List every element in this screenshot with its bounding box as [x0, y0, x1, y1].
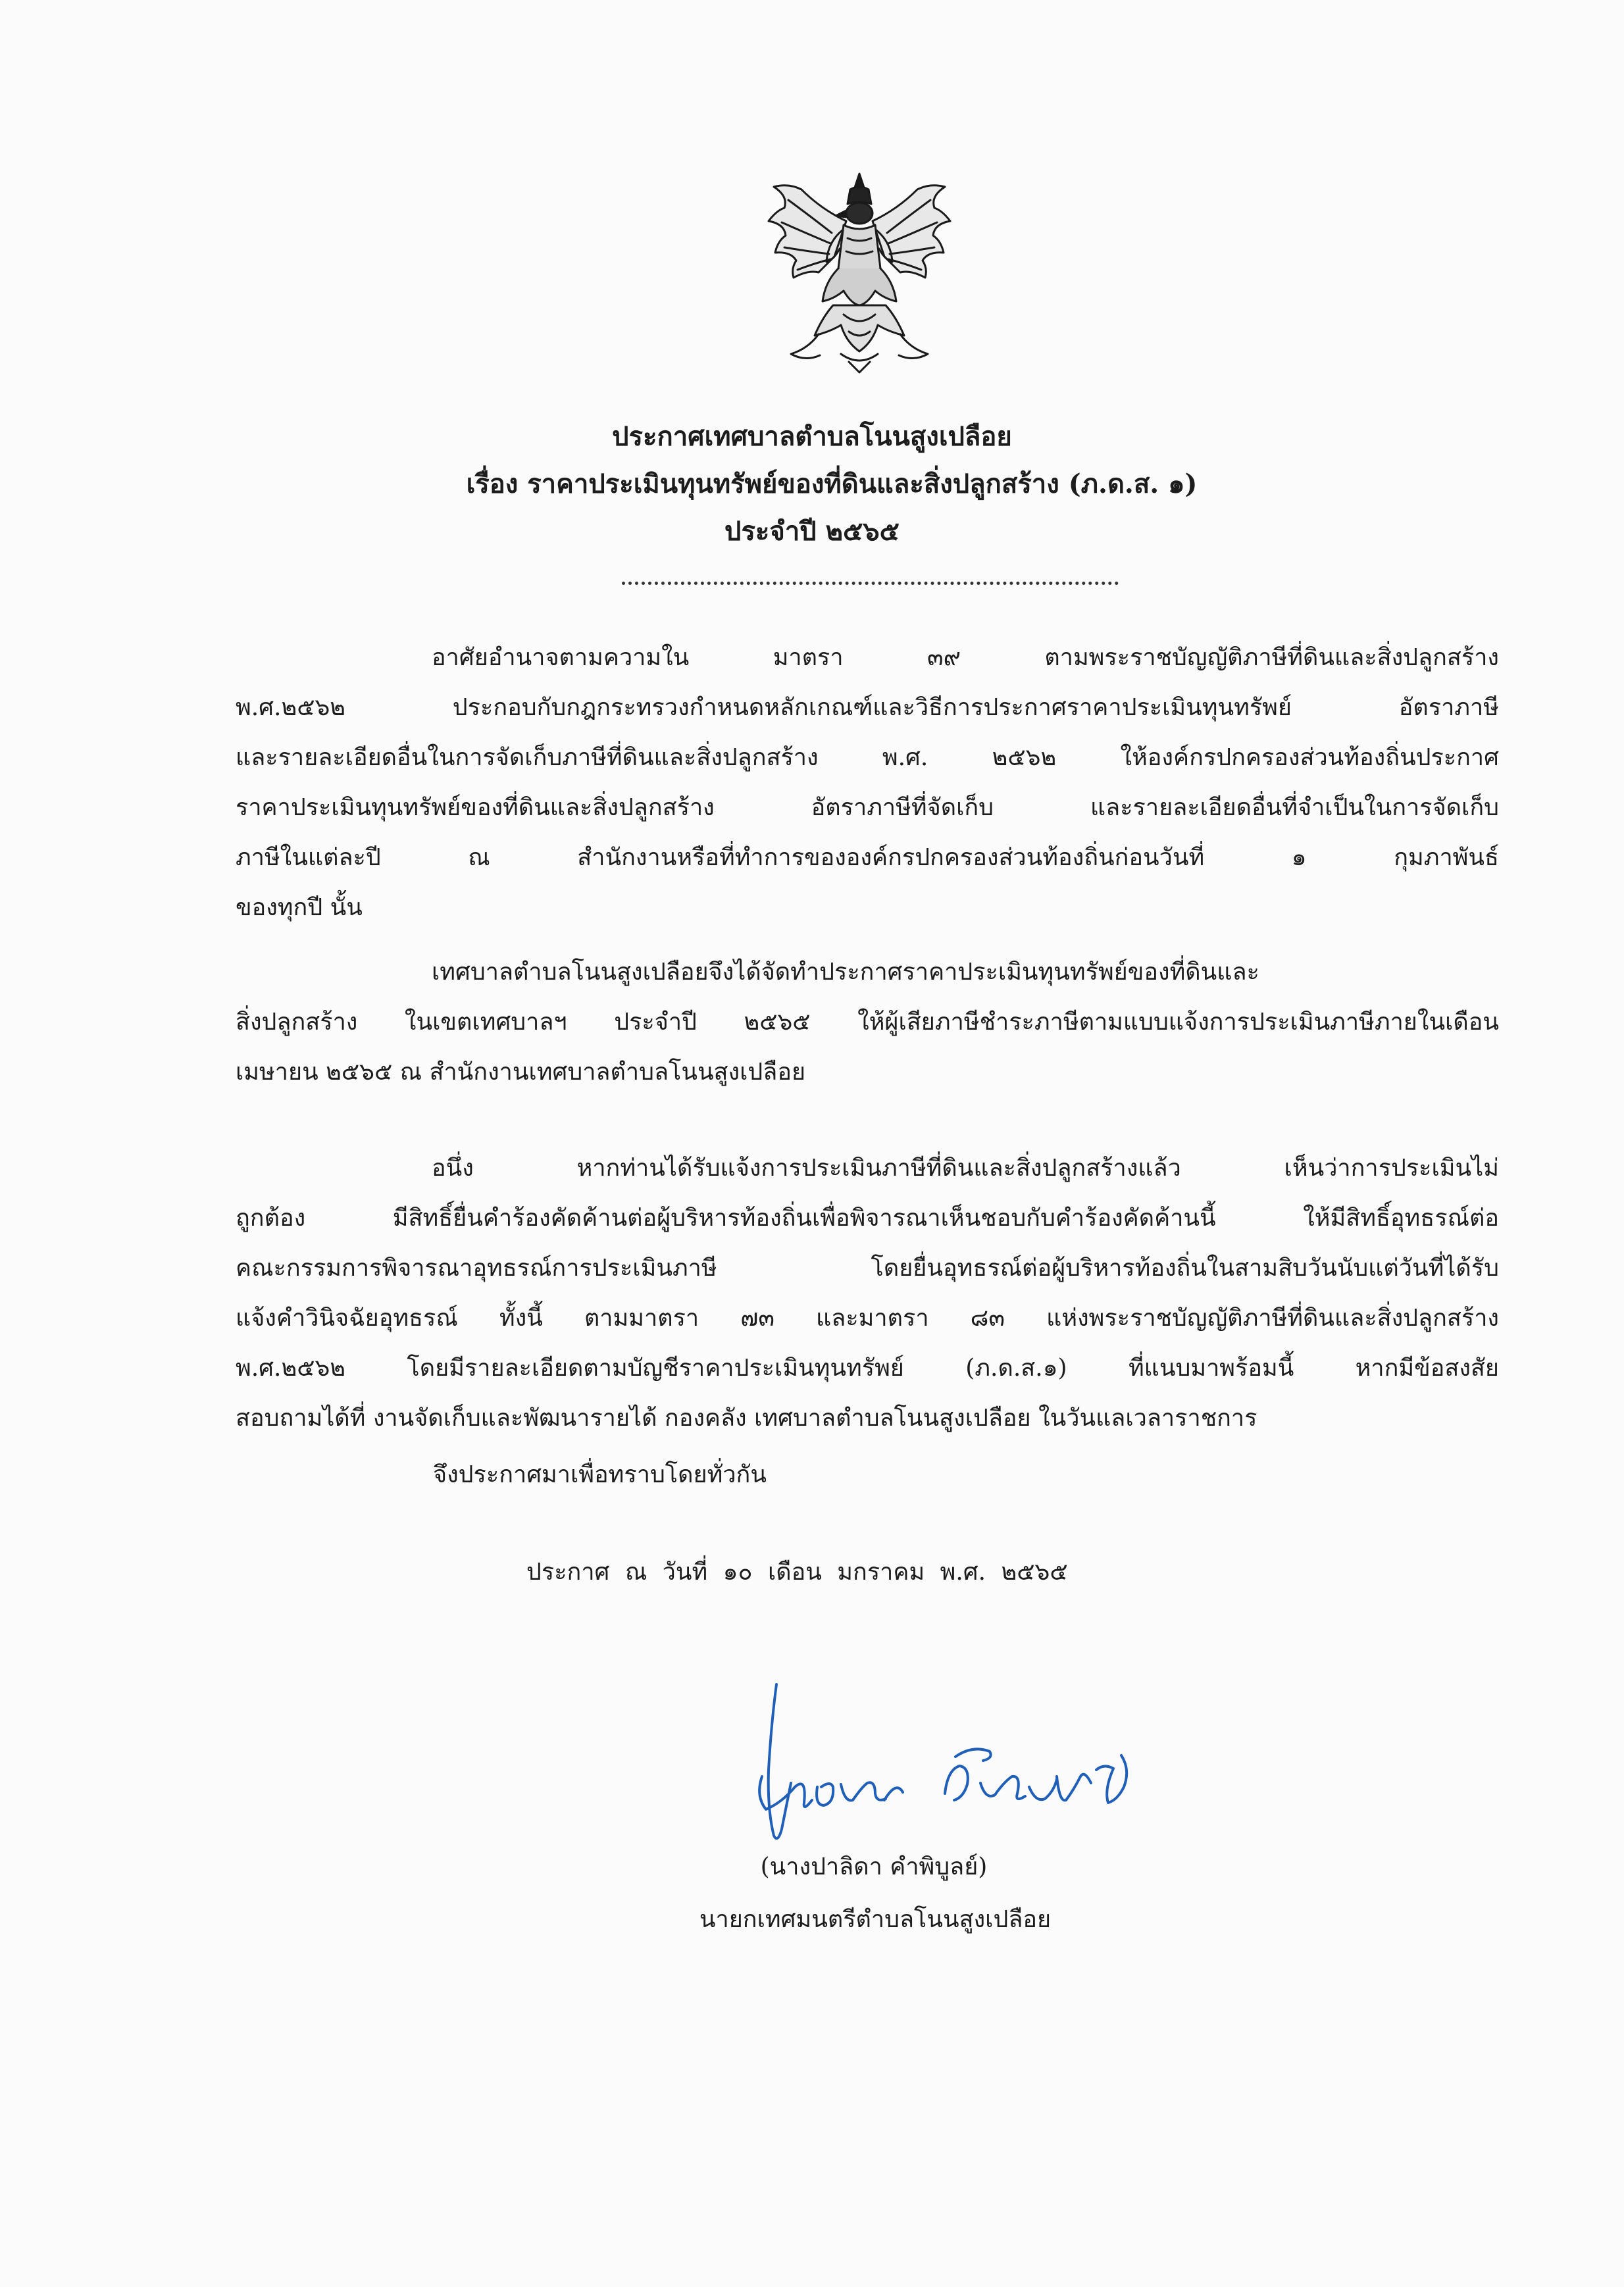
garuda-emblem-icon — [762, 170, 957, 375]
paragraph-line: เมษายน ๒๕๖๕ ณ สำนักงานเทศบาลตำบลโนนสูงเปลือย — [236, 1059, 806, 1086]
signer-name: (นางปาลิดา คำพิบูลย์) — [760, 1853, 988, 1880]
paragraph-line: พ.ศ.๒๕๖๒ ประกอบกับกฎกระทรวงกำหนดหลักเกณฑ์และวิธีการประกาศราคาประเมินทุนทรัพย์ อัตราภาษี — [236, 694, 1499, 721]
paragraph-line: พ.ศ.๒๕๖๒ โดยมีรายละเอียดตามบัญชีราคาประเมินทุนทรัพย์ (ภ.ด.ส.๑) ที่แนบมาพร้อมนี้ หากมีข้อสงสัย — [236, 1355, 1499, 1382]
heading-subject: เรื่อง ราคาประเมินทุนทรัพย์ของที่ดินและสิ่งปลูกสร้าง (ภ.ด.ส. ๑) — [466, 468, 1198, 499]
paragraph-line: สอบถามได้ที่ งานจัดเก็บและพัฒนารายได้ กองคลัง เทศบาลตำบลโนนสูงเปลือย ในวันแลเวลาราชการ — [236, 1405, 1257, 1432]
body-paragraph-2 — [236, 947, 1499, 1097]
closing-statement: จึงประกาศมาเพื่อทราบโดยทั่วกัน — [433, 1461, 767, 1488]
heading-year: ประจำปี ๒๕๖๕ — [724, 516, 900, 547]
paragraph-line: ภาษีในแต่ละปี ณ สำนักงานหรือที่ทำการขององค์กรปกครองส่วนท้องถิ่นก่อนวันที่ ๑ กุมภาพันธ์ — [236, 844, 1499, 871]
dotted-divider — [622, 582, 1119, 585]
paragraph-line: สิ่งปลูกสร้าง ในเขตเทศบาลฯ ประจำปี ๒๕๖๕ ให้ผู้เสียภาษีชำระภาษีตามแบบแจ้งการประเมินภาษีภายในเดือน — [236, 1009, 1499, 1036]
signer-title: นายกเทศมนตรีตำบลโนนสูงเปลือย — [699, 1906, 1052, 1933]
paragraph-line: ถูกต้อง มีสิทธิ์ยื่นคำร้องคัดค้านต่อผู้บริหารท้องถิ่นเพื่อพิจารณาเห็นชอบกับคำร้องคัดค้านนี้ ให้มีสิทธิ์อุทธรณ์ต่อ — [236, 1205, 1499, 1232]
announcement-date: ประกาศ ณ วันที่ ๑๐ เดือน มกราคม พ.ศ. ๒๕๖๕ — [526, 1559, 1068, 1586]
paragraph-line: คณะกรรมการพิจารณาอุทธรณ์การประเมินภาษี โดยยื่นอุทธรณ์ต่อผู้บริหารท้องถิ่นในสามสิบวันนับแต่วันที่ได้รับ — [236, 1255, 1499, 1282]
body-paragraph-1 — [236, 633, 1499, 933]
paragraph-line: แจ้งคำวินิจฉัยอุทธรณ์ ทั้งนี้ ตามมาตรา ๗๓ และมาตรา ๘๓ แห่งพระราชบัญญัติภาษีที่ดินและสิ่งปลูกสร้าง — [236, 1305, 1499, 1332]
paragraph-line: อนึ่ง หากท่านได้รับแจ้งการประเมินภาษีที่ดินและสิ่งปลูกสร้างแล้ว เห็นว่าการประเมินไม่ — [432, 1155, 1499, 1182]
handwritten-signature — [736, 1671, 1144, 1869]
heading-title: ประกาศเทศบาลตำบลโนนสูงเปลือย — [612, 421, 1012, 452]
paragraph-line: และรายละเอียดอื่นในการจัดเก็บภาษีที่ดินและสิ่งปลูกสร้าง พ.ศ. ๒๕๖๒ ให้องค์กรปกครองส่วนท้องถิ่นประกาศ — [236, 744, 1499, 771]
paragraph-line: อาศัยอำนาจตามความใน มาตรา ๓๙ ตามพระราชบัญญัติภาษีที่ดินและสิ่งปลูกสร้าง — [432, 644, 1499, 671]
paragraph-line: ราคาประเมินทุนทรัพย์ของที่ดินและสิ่งปลูกสร้าง อัตราภาษีที่จัดเก็บ และรายละเอียดอื่นที่จำเป็นในการจัดเก็บ — [236, 794, 1499, 821]
paragraph-line: ของทุกปี นั้น — [236, 894, 363, 921]
announcement-heading — [0, 413, 1624, 555]
paragraph-line: เทศบาลตำบลโนนสูงเปลือยจึงได้จัดทำประกาศราคาประเมินทุนทรัพย์ของที่ดินและ — [432, 959, 1259, 986]
body-paragraph-3 — [236, 1144, 1499, 1444]
